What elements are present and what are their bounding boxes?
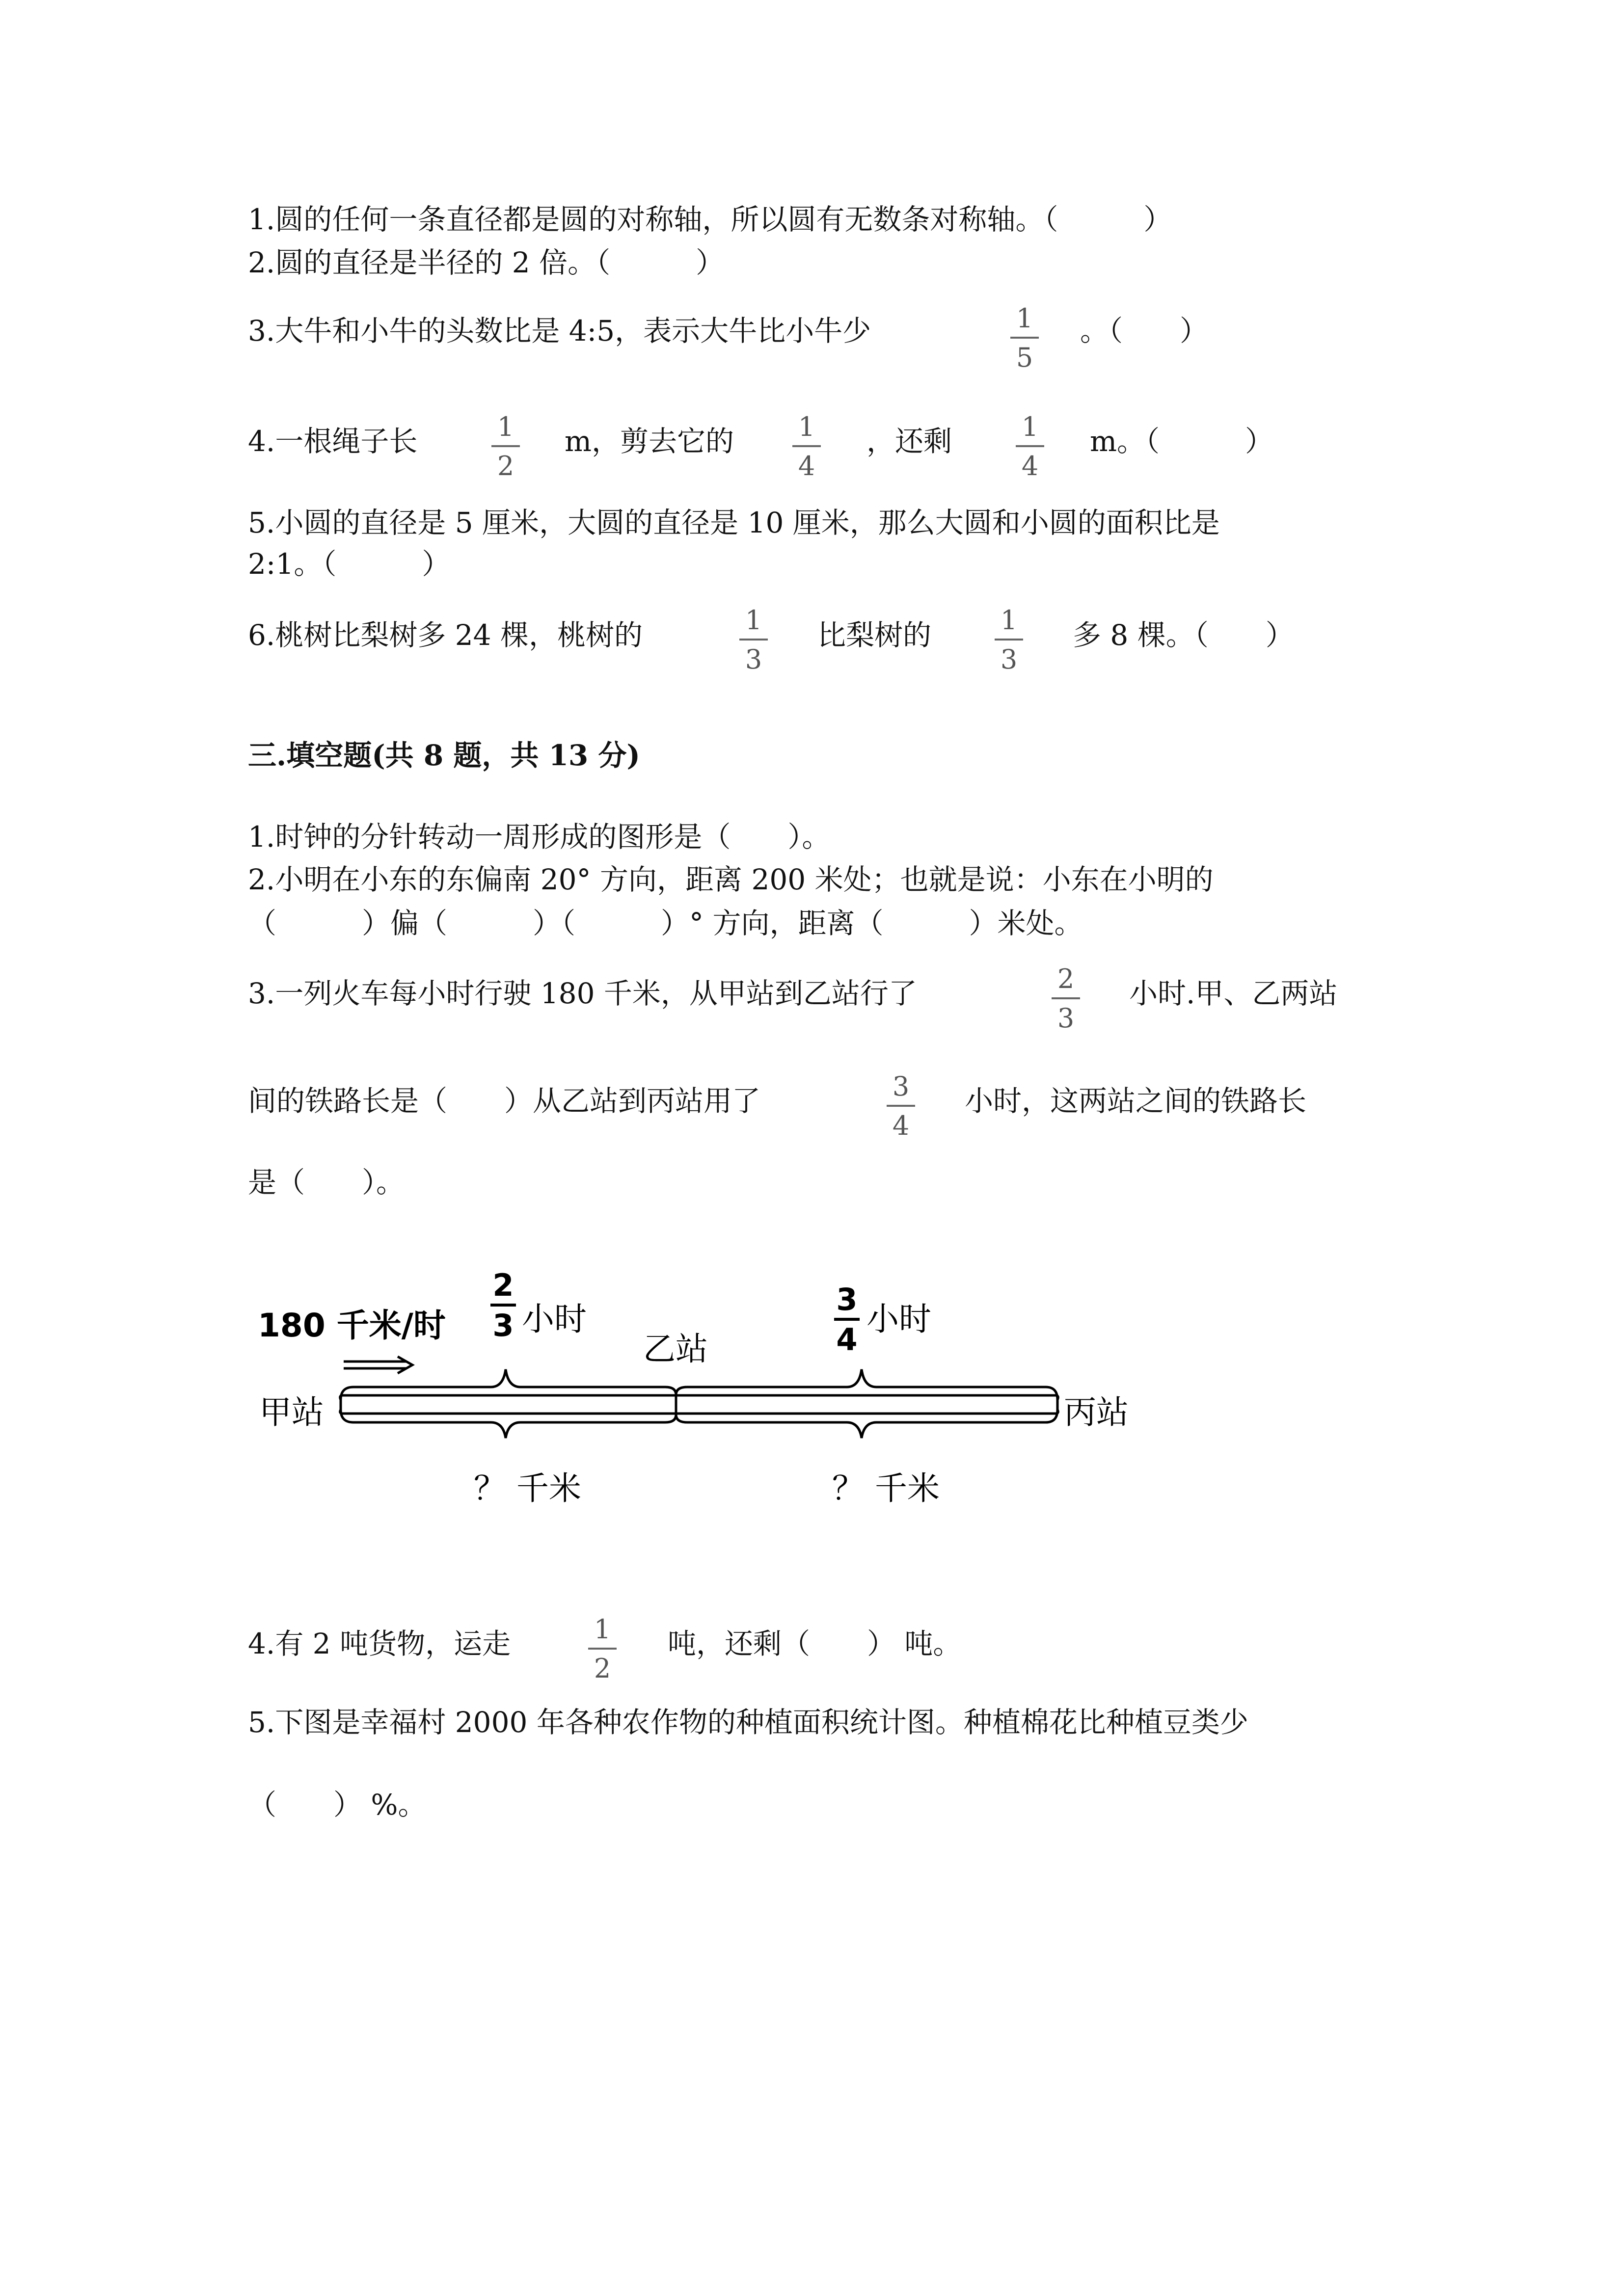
fill-q2-line1: 2.小明在小东的东偏南 20° 方向，距离 200 米处；也就是说：小东在小明的 bbox=[248, 863, 1214, 896]
judge-q5-line1: 5.小圆的直径是 5 厘米，大圆的直径是 10 厘米，那么大圆和小圆的面积比是 bbox=[248, 506, 1220, 539]
fill-q1: 1.时钟的分针转动一周形成的图形是（ ）。 bbox=[248, 820, 831, 854]
fill-q4-text-b: 吨，还剩（ ） 吨。 bbox=[668, 1627, 962, 1660]
fill-q4-text-a: 4.有 2 吨货物，运走 bbox=[248, 1627, 511, 1660]
judge-q6-text-b: 比梨树的 bbox=[817, 618, 932, 652]
diagram-unknown-1: ？ 千米 bbox=[474, 1469, 581, 1507]
fill-q3-fraction-2: 3 4 bbox=[884, 1073, 918, 1139]
fill-q3-text-e: 是（ ）。 bbox=[248, 1166, 405, 1199]
judge-q2: 2.圆的直径是半径的 2 倍。（ ） bbox=[248, 246, 725, 279]
diagram-station-b: 乙站 bbox=[643, 1330, 708, 1368]
fill-q4-fraction: 1 2 bbox=[585, 1616, 620, 1682]
fill-q3-text-b: 小时.甲、乙两站 bbox=[1129, 977, 1338, 1010]
fill-q3-text-d: 小时，这两站之间的铁路长 bbox=[965, 1084, 1307, 1118]
fill-q3-text-a: 3.一列火车每小时行驶 180 千米，从甲站到乙站行了 bbox=[248, 977, 917, 1010]
diagram-fraction-1: 2 3 bbox=[488, 1270, 518, 1341]
diagram-station-c: 丙站 bbox=[1064, 1393, 1129, 1431]
fill-q3-text-c: 间的铁路长是（ ）从乙站到丙站用了 bbox=[248, 1084, 761, 1118]
judge-q5-line2: 2:1。（ ） bbox=[248, 547, 451, 581]
fill-q5-line2: （ ） %。 bbox=[248, 1788, 427, 1821]
judge-q4-text-d: m。（ ） bbox=[1090, 425, 1273, 458]
section3-title: 三.填空题(共 8 题，共 13 分) bbox=[248, 739, 640, 772]
judge-q6-fraction-2: 1 3 bbox=[992, 607, 1026, 673]
diagram-speed-label: 180 千米/时 bbox=[258, 1307, 446, 1344]
diagram-hours-label-1: 小时 bbox=[522, 1300, 587, 1338]
judge-q6-fraction-1: 1 3 bbox=[736, 607, 771, 673]
diagram-hours-label-2: 小时 bbox=[866, 1300, 931, 1338]
judge-q4-fraction-3: 1 4 bbox=[1013, 414, 1047, 480]
judge-q3-text-a: 3.大牛和小牛的头数比是 4:5，表示大牛比小牛少 bbox=[248, 314, 871, 347]
judge-q4-fraction-2: 1 4 bbox=[789, 414, 824, 480]
diagram-unknown-2: ？ 千米 bbox=[832, 1469, 940, 1507]
diagram-track-and-braces bbox=[334, 1364, 1070, 1463]
judge-q6-text-a: 6.桃树比梨树多 24 棵，桃树的 bbox=[248, 618, 643, 652]
judge-q1: 1.圆的任何一条直径都是圆的对称轴，所以圆有无数条对称轴。（ ） bbox=[248, 203, 1172, 236]
fill-q3-fraction-1: 2 3 bbox=[1049, 966, 1083, 1032]
judge-q4-text-b: m，剪去它的 bbox=[565, 425, 734, 458]
judge-q4-text-c: ，还剩 bbox=[866, 425, 952, 458]
judge-q4-text-a: 4.一根绳子长 bbox=[248, 425, 418, 458]
diagram-fraction-2: 3 4 bbox=[832, 1284, 862, 1355]
judge-q4-fraction-1: 1 2 bbox=[488, 414, 523, 480]
diagram-station-a: 甲站 bbox=[259, 1393, 324, 1431]
judge-q6-text-c: 多 8 棵。（ ） bbox=[1073, 618, 1294, 652]
judge-q3-text-b: 。（ ） bbox=[1080, 314, 1209, 347]
fill-q5-line1: 5.下图是幸福村 2000 年各种农作物的种植面积统计图。种植棉花比种植豆类少 bbox=[248, 1706, 1248, 1739]
judge-q3-fraction: 1 5 bbox=[1007, 305, 1042, 371]
fill-q2-line2: （ ）偏（ ）（ ）° 方向，距离（ ）米处。 bbox=[248, 907, 1083, 940]
